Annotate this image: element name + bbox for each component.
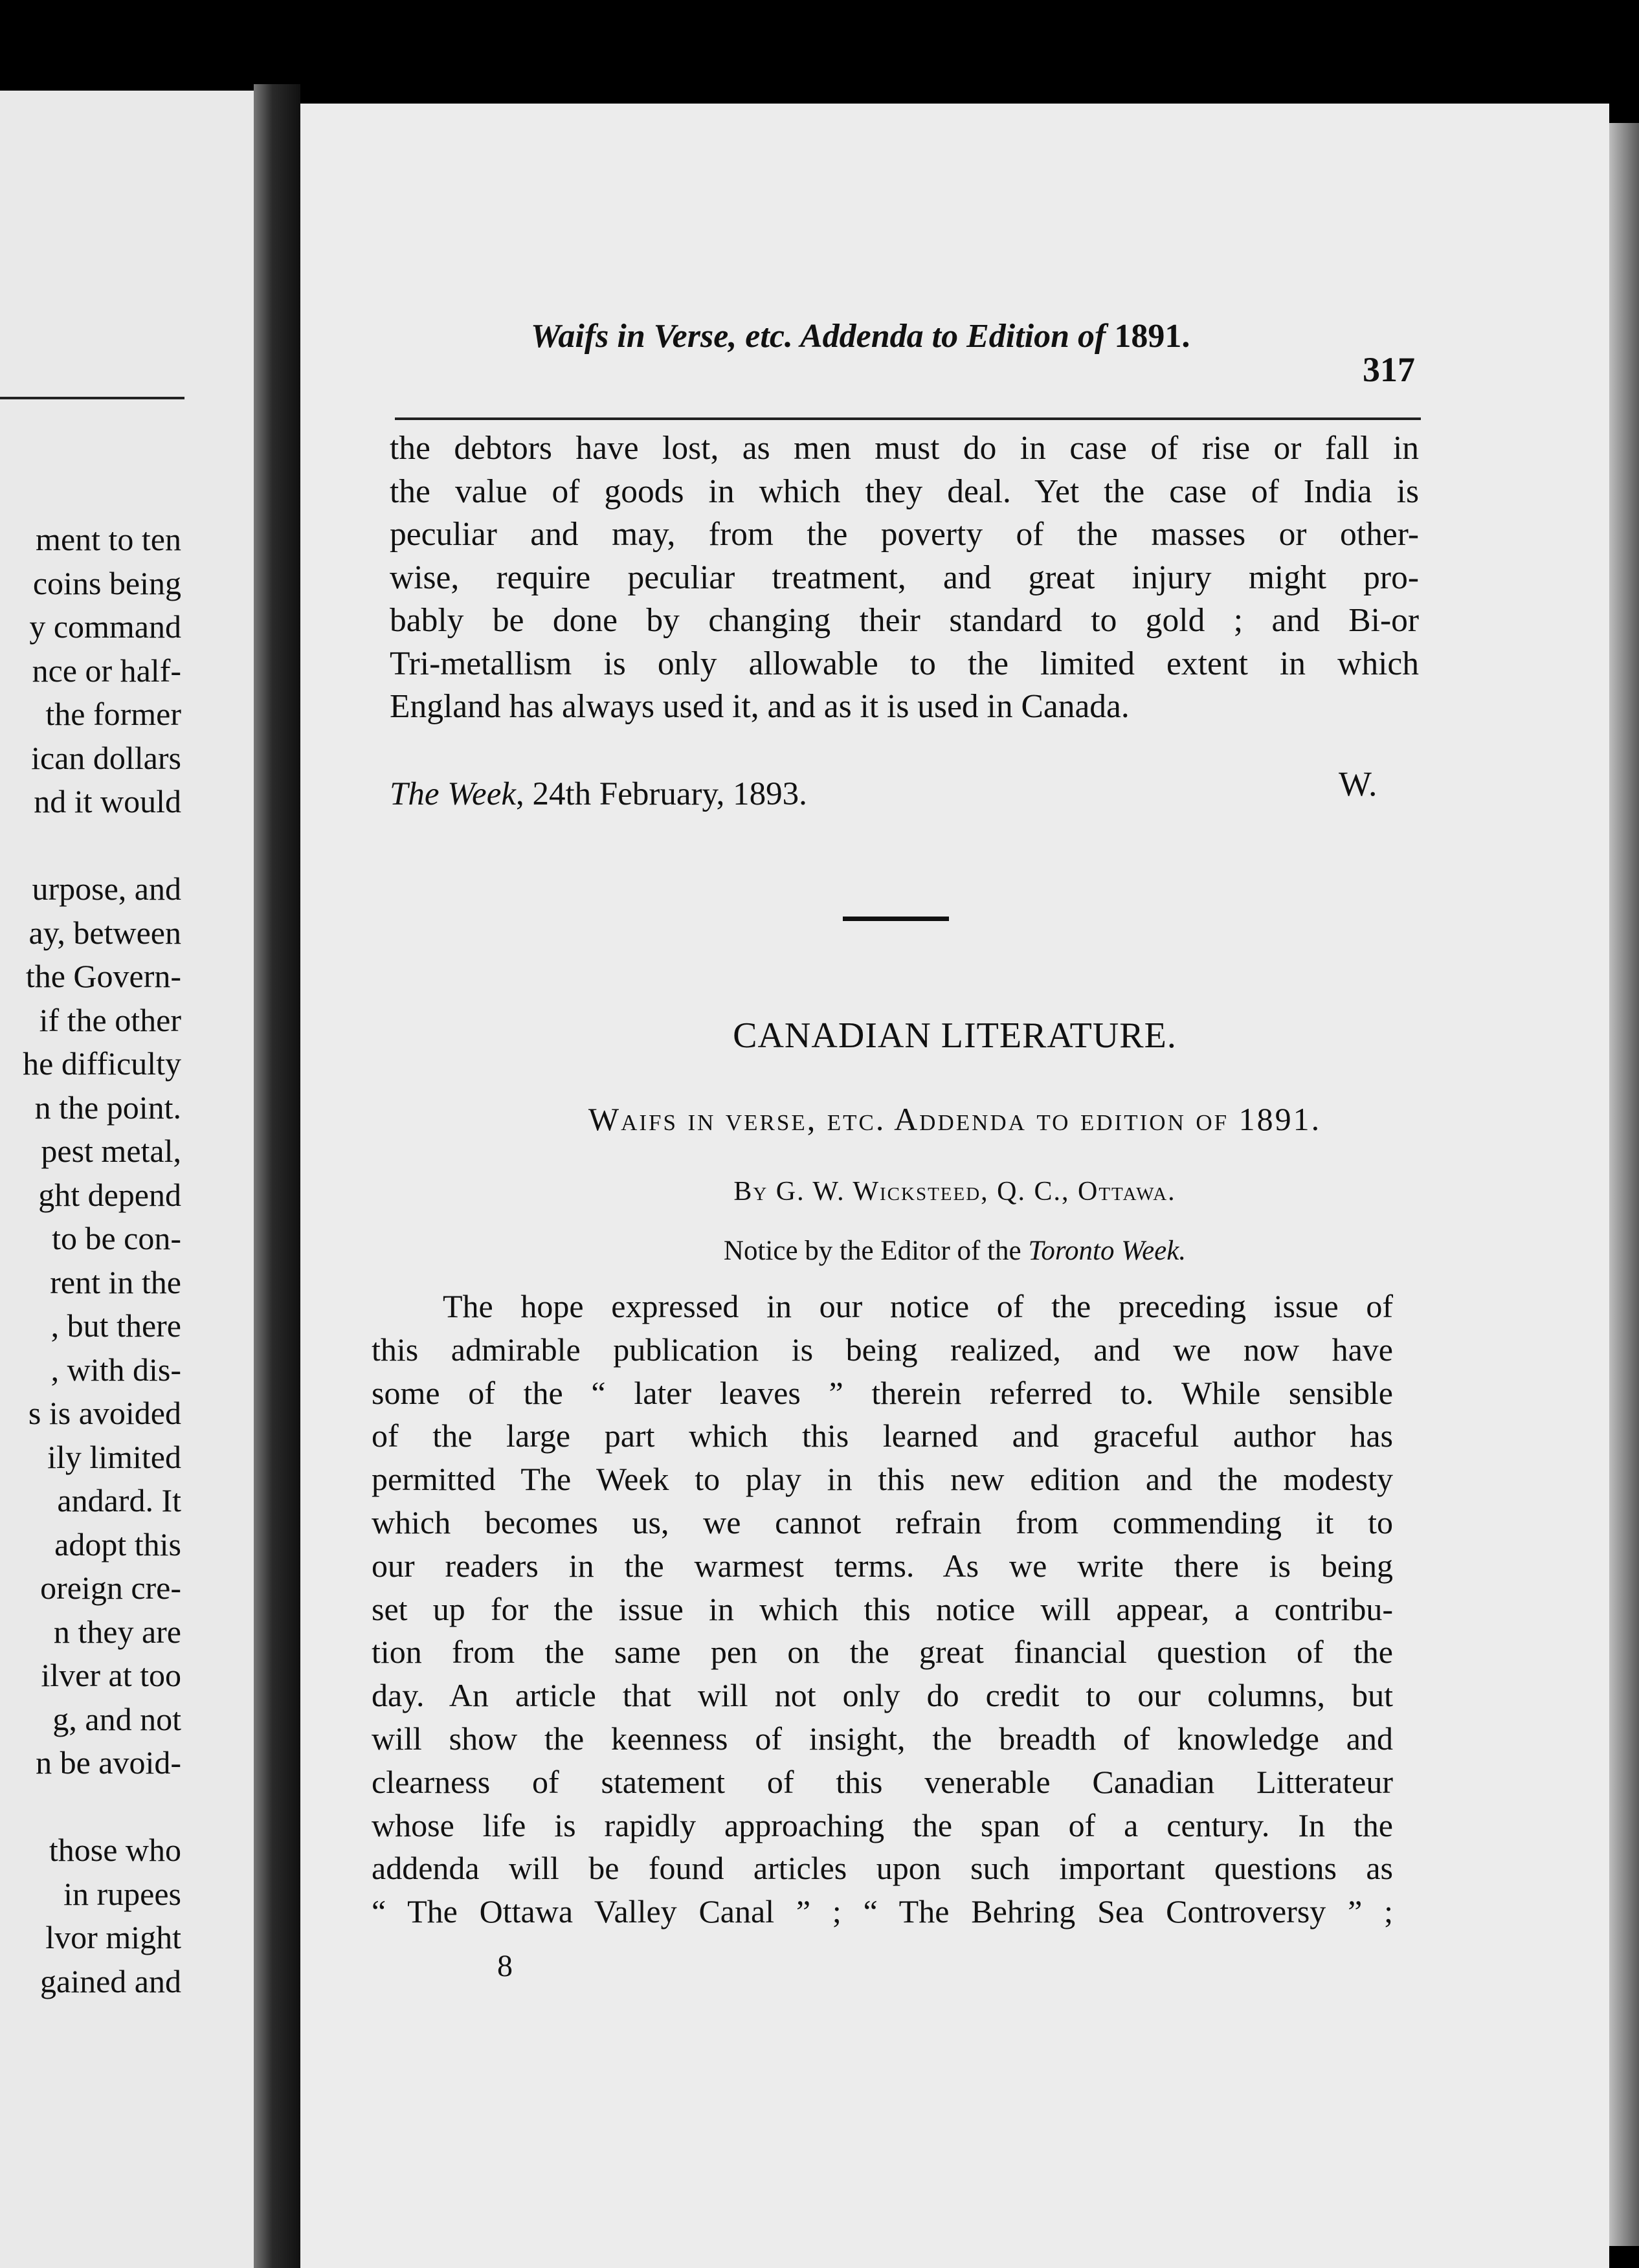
continued-line: the debtors have lost, as men must do in case of rise or fall in [390, 430, 1419, 467]
left-page-line: , with dis- [50, 1351, 181, 1388]
continued-line: peculiar and may, from the poverty of the masses or other- [390, 516, 1419, 553]
body-line: which becomes us, we cannot refrain from commending it to [372, 1504, 1393, 1540]
left-page-line: n they are [53, 1613, 181, 1650]
page-number: 317 [1363, 350, 1415, 389]
left-page-line: he difficulty [23, 1045, 181, 1082]
left-page-line: andard. It [57, 1482, 181, 1518]
left-page-line: n the point. [34, 1089, 181, 1126]
left-page-line: g, and not [52, 1700, 181, 1737]
body-line: addenda will be found articles upon such important questions as [372, 1850, 1393, 1887]
left-page-line: s is avoided [28, 1395, 181, 1431]
running-title: Waifs in Verse, etc. Addenda to Edition of [531, 318, 1106, 355]
body-line: permitted The Week to play in this new edition and the modesty [372, 1461, 1393, 1498]
left-page-line: gained and [40, 1962, 181, 1999]
continued-line: the value of goods in which they deal. Yet the case of India is [390, 472, 1419, 510]
body-line: will show the keenness of insight, the breadth of knowledge and [372, 1720, 1393, 1757]
body-line: clearness of statement of this venerable Canadian Litterateur [372, 1763, 1393, 1800]
continued-line: wise, require peculiar treatment, and great injury might pro- [390, 559, 1419, 596]
left-page-line: lvor might [45, 1919, 181, 1955]
source-publication: The Week [390, 776, 516, 812]
author-signature: W. [1339, 764, 1377, 803]
left-page-line: adopt this [54, 1526, 181, 1562]
left-page-rule [0, 397, 184, 399]
left-page-text [23, 518, 181, 2003]
left-page-line: nd it would [34, 783, 181, 819]
source-date: , 24th February, 1893. [515, 776, 807, 812]
left-page-line: n be avoid- [36, 1744, 181, 1781]
left-page-line: to be con- [52, 1220, 181, 1256]
left-page-line [23, 824, 181, 868]
left-page-line: if the other [39, 1001, 181, 1038]
section-title: CANADIAN LITERATURE. [733, 1016, 1177, 1056]
body-line: day. An article that will not only do credit to our columns, but [372, 1677, 1393, 1714]
left-page-line: in rupees [63, 1875, 181, 1912]
section-byline: By G. W. Wicksteed, Q. C., Ottawa. [733, 1177, 1176, 1206]
body-paragraph [372, 1285, 1393, 1933]
left-page-line: ment to ten [36, 521, 181, 557]
continued-line: bably be done by changing their standard to gold ; and Bi-or [390, 602, 1419, 639]
left-page-line: coins being [32, 564, 181, 601]
left-page-line: nce or half- [32, 652, 181, 689]
body-line: “ The Ottawa Valley Canal ” ; “ The Behring Sea Controversy ” ; [372, 1893, 1393, 1930]
body-line: some of the “ later leaves ” therein referred to. While sensible [372, 1374, 1393, 1411]
notice-publication: Toronto Week. [1028, 1236, 1187, 1266]
left-page-line: the Govern- [25, 958, 181, 994]
left-page-line: ght depend [38, 1176, 181, 1213]
section-subtitle: Waifs in verse, etc. Addenda to edition of 1891. [588, 1101, 1322, 1137]
left-page-line: ilver at too [41, 1657, 181, 1693]
left-page-line: oreign cre- [40, 1570, 181, 1606]
body-line: The hope expressed in our notice of the preceding issue of [443, 1288, 1393, 1324]
running-year: 1891. [1114, 318, 1190, 355]
body-line: this admirable publication is being realized, and we now have [372, 1331, 1393, 1368]
left-page-line: ily limited [47, 1438, 181, 1475]
left-page-line: pest metal, [41, 1133, 181, 1169]
left-page-line: urpose, and [32, 871, 181, 907]
left-page-line: ay, between [28, 914, 181, 951]
left-page-line: rent in the [50, 1263, 181, 1300]
left-facing-page [0, 91, 254, 2268]
left-page-line: , but there [50, 1307, 181, 1344]
left-page-line [23, 1785, 181, 1829]
body-line: our readers in the warmest terms. As we write there is being [372, 1547, 1393, 1584]
body-line: of the large part which this learned and graceful author has [372, 1418, 1393, 1454]
continued-line: Tri-metallism is only allowable to the limited extent in which [390, 645, 1419, 682]
left-page-line: the former [45, 696, 181, 732]
continued-line: England has always used it, and as it is used in Canada. [390, 688, 1130, 725]
left-page-line: y command [29, 608, 181, 645]
body-line: whose life is rapidly approaching the span of a century. In the [372, 1807, 1393, 1843]
body-line: set up for the issue in which this notice will appear, a contribu- [372, 1590, 1393, 1627]
book-gutter [254, 84, 300, 2268]
notice-prefix: Notice by the Editor of the [723, 1236, 1021, 1266]
left-page-line: those who [49, 1832, 181, 1868]
signature-mark: 8 [497, 1949, 513, 1983]
body-line: tion from the same pen on the great financial question of the [372, 1634, 1393, 1671]
left-page-line: ican dollars [31, 739, 181, 776]
section-notice [300, 1235, 1609, 1267]
page-edge [1609, 123, 1639, 2246]
